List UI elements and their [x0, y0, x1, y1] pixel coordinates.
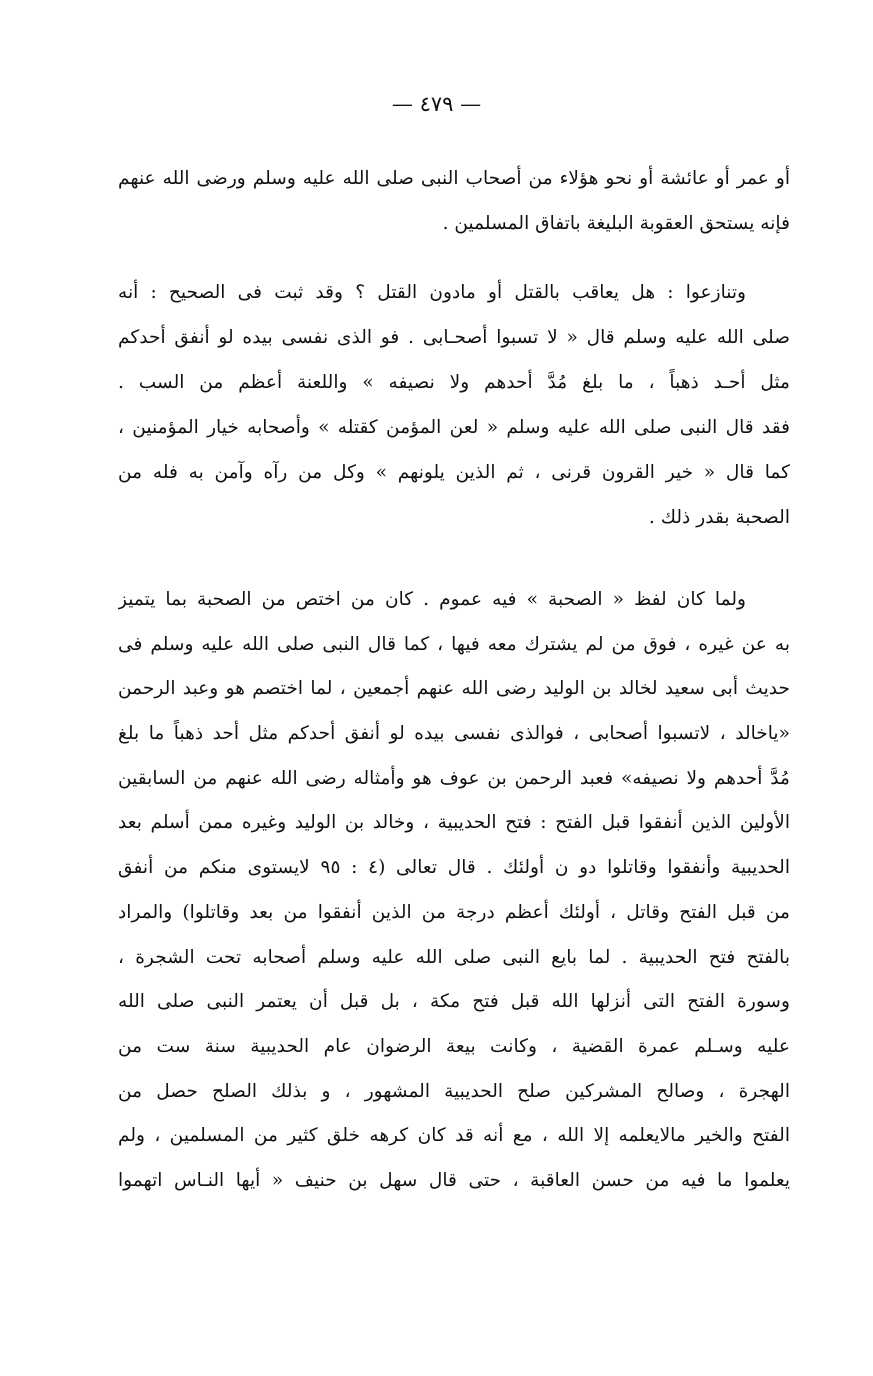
text-line: وسورة الفتح التى أنزلها الله قبل فتح مكة ، بل قبل أن يعتمر النبى صلى الله — [118, 991, 790, 1013]
text-line: كما قال « خير القرون قرنى ، ثم الذين يلونهم » وكل من رآه وآمن به فله من — [118, 462, 790, 483]
text-line: بالفتح فتح الحديبية . لما بايع النبى صلى الله عليه وسلم أصحابه تحت الشجرة ، — [118, 946, 790, 968]
paragraph-3 — [118, 578, 790, 1204]
text-line: صلى الله عليه وسلم قال « لا تسبوا أصحـابى . فو الذى نفسى بيده لو أنفق أحدكم — [118, 327, 790, 348]
text-line: «ياخالد ، لاتسبوا أصحابى ، فوالذى نفسى بيده لو أنفق أحدكم مثل أحد ذهباً ما بلغ — [118, 723, 790, 745]
paragraph-1 — [118, 156, 790, 246]
text-line: من قبل الفتح وقاتل ، أولئك أعظم درجة من الذين أنفقوا من بعد وقاتلوا) والمراد — [118, 901, 790, 923]
paragraph-2 — [118, 270, 790, 540]
text-line: فإنه يستحق العقوبة البليغة باتفاق المسلمين . — [442, 213, 790, 234]
text-line: الحديبية وأنفقوا وقاتلوا دو ن أولئك . قال تعالى (٤ : ٩٥ لايستوى منكم من أنفق — [118, 857, 790, 879]
text-line: الصحبة بقدر ذلك . — [648, 507, 790, 528]
text-line: يعلموا ما فيه من حسن العاقبة ، حتى قال سهل بن حنيف « أيها النـاس اتهموا — [118, 1169, 790, 1191]
text-line: عليه وسـلم عمرة القضية ، وكانت بيعة الرضوان عام الحديبية سنة ست من — [118, 1035, 790, 1057]
text-line: ولما كان لفظ « الصحبة » فيه عموم . كان من اختص من الصحبة بما يتميز — [118, 589, 746, 610]
text-line: حديث أبى سعيد لخالد بن الوليد رضى الله عنهم أجمعين ، لما اختصم هو وعبد الرحمن — [118, 678, 790, 700]
text-line: الأولين الذين أنفقوا قبل الفتح : فتح الحديبية ، وخالد بن الوليد وغيره ممن أسلم بعد — [118, 812, 790, 834]
text-line: به عن غيره ، فوق من لم يشترك معه فيها ، كما قال النبى صلى الله عليه وسلم فى — [118, 633, 790, 655]
text-line: فقد قال النبى صلى الله عليه وسلم « لعن المؤمن كقتله » وأصحابه خيار المؤمنين ، — [118, 417, 790, 438]
text-line: الفتح والخير مالايعلمه إلا الله ، مع أنه قد كان كرهه خلق كثير من المسلمين ، ولم — [118, 1125, 790, 1147]
text-line: الهجرة ، وصالح المشركين صلح الحديبية المشهور ، و بذلك الصلح حصل من — [118, 1080, 790, 1102]
text-line: مثل أحـد ذهباً ، ما بلغ مُدَّ أحدهم ولا نصيفه » واللعنة أعظم من السب . — [118, 372, 790, 393]
page-number: — ٤٧٩ — — [391, 92, 482, 116]
text-line: أو عمر أو عائشة أو نحو هؤلاء من أصحاب النبى صلى الله عليه وسلم ورضى الله عنهم — [118, 168, 790, 189]
text-line: وتنازعوا : هل يعاقب بالقتل أو مادون القتل ؟ وقد ثبت فى الصحيح : أنه — [118, 282, 746, 303]
text-line: مُدَّ أحدهم ولا نصيفه» فعبد الرحمن بن عوف هو وأمثاله رضى الله عنهم من السابقين — [118, 767, 790, 789]
